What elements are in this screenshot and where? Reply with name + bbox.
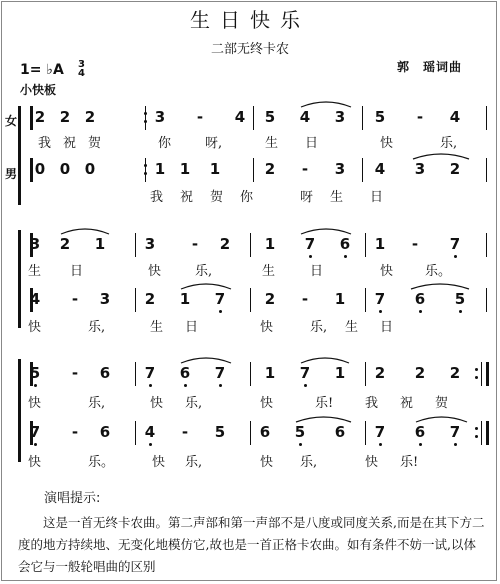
- system-2-female-slur: [300, 227, 352, 235]
- system-2-female-low-octave-dot: [344, 255, 347, 258]
- system-1-male-barline: [486, 158, 487, 182]
- system-2-male-barline: [250, 288, 251, 312]
- system-3-male-lyric: 乐,: [185, 455, 203, 470]
- system-2-male-note: 4: [29, 290, 41, 308]
- system-3-female-lyric: 我: [365, 396, 379, 411]
- system-1-female-slur: [300, 100, 352, 108]
- system-2-female-note: 6: [339, 235, 351, 253]
- system-2-female-low-octave-dot: [309, 255, 312, 258]
- system-2-male-barline: [486, 288, 487, 312]
- system-2-female-note: 1: [264, 235, 276, 253]
- system-3-female-note: 7: [299, 364, 311, 382]
- system-3-female-note: 7: [144, 364, 156, 382]
- system-2-male-note: 3: [99, 290, 111, 308]
- system-1-female-note: 2: [34, 108, 46, 126]
- system-3-female-note: 1: [334, 364, 346, 382]
- system-2-female-low-octave-dot: [454, 255, 457, 258]
- system-3-male-low-octave-dot: [149, 443, 152, 446]
- system-1-male-lyric: 呀: [300, 190, 314, 205]
- system-3-male-low-octave-dot: [454, 443, 457, 446]
- system-2-female-note: 1: [94, 235, 106, 253]
- system-2-male-lyric: 快: [260, 320, 274, 335]
- system-1-male-note: 4: [374, 160, 386, 178]
- system-3-female-slur: [180, 356, 232, 364]
- key-signature: 1= ♭A: [20, 62, 64, 78]
- tempo-marking: 小快板: [20, 83, 57, 97]
- system-1-female-lyric: 你: [158, 136, 172, 151]
- system-3-male-lyric: 快: [260, 455, 274, 470]
- system-2-male-note: 1: [334, 290, 346, 308]
- system-2-male-note: 2: [264, 290, 276, 308]
- part-label-male: 男: [5, 167, 18, 181]
- system-3-female-barline: [486, 362, 489, 386]
- system-3-brace: [18, 359, 21, 462]
- system-2-female-slur: [60, 227, 110, 235]
- system-2-female-note: -: [411, 235, 419, 253]
- system-1-male-note: 3: [334, 160, 346, 178]
- system-3-female-low-octave-dot: [149, 384, 152, 387]
- system-3-male-note: 5: [294, 423, 306, 441]
- system-3-male-note: 7: [374, 423, 386, 441]
- system-2-female-note: 3: [29, 235, 41, 253]
- system-3-female-low-octave-dot: [219, 384, 222, 387]
- system-2-male-note: 7: [374, 290, 386, 308]
- system-1-female-lyric: 生: [265, 136, 279, 151]
- system-2-male-low-octave-dot: [419, 310, 422, 313]
- system-3-female-lyric: 快: [260, 396, 274, 411]
- system-1-male-note: -: [301, 160, 309, 178]
- system-2-female-note: 7: [449, 235, 461, 253]
- system-3-male-lyric: 乐。: [88, 455, 115, 470]
- system-3-female-lyric: 快: [28, 396, 42, 411]
- system-1-male-note: 0: [34, 160, 46, 178]
- system-2-female-lyric: 乐,: [195, 264, 213, 279]
- system-1-male-note: 1: [179, 160, 191, 178]
- system-1-female-repeat-dot: [144, 120, 147, 123]
- part-label-female: 女: [5, 114, 18, 128]
- system-2-male-note: -: [71, 290, 79, 308]
- system-3-female-repeat-dot: [475, 368, 478, 371]
- time-signature-bottom: 4: [78, 68, 85, 79]
- performance-tips-heading: 演唱提示:: [44, 491, 101, 506]
- system-1-male-slur: [412, 152, 470, 160]
- system-2-male-barline: [135, 288, 136, 312]
- song-title: 生日快乐: [190, 8, 310, 32]
- system-2-brace: [18, 230, 21, 328]
- system-3-male-lyric: 快: [28, 455, 42, 470]
- system-3-male-repeat-dot: [475, 435, 478, 438]
- system-3-male-repeat-dot: [475, 427, 478, 430]
- system-3-male-low-octave-dot: [299, 443, 302, 446]
- system-3-female-barline: [250, 362, 251, 386]
- performance-tips-text: 这是一首无终卡农曲。第二声部和第一声部不是八度或同度关系,而是在其下方二度的地方持续地、无变化地模仿它,故也是一首正格卡农曲。如有条件不妨一试,以体会它与一般轮唱曲的区别: [18, 515, 485, 574]
- system-3-female-note: 2: [449, 364, 461, 382]
- system-2-female-lyric: 快: [380, 264, 394, 279]
- system-1-male-barline: [362, 158, 363, 182]
- system-1-brace: [18, 106, 21, 205]
- system-3-male-lyric: 快: [365, 455, 379, 470]
- system-1-female-lyric: 呀,: [205, 136, 223, 151]
- system-3-female-low-octave-dot: [184, 384, 187, 387]
- system-2-male-note: 7: [214, 290, 226, 308]
- time-signature-top: 3: [78, 59, 85, 70]
- system-3-female-lyric: 贺: [435, 396, 449, 411]
- system-2-female-barline: [365, 233, 366, 257]
- system-3-male-note: 7: [449, 423, 461, 441]
- system-2-male-barline: [365, 288, 366, 312]
- time-signature: [78, 60, 85, 78]
- system-2-male-note: 5: [454, 290, 466, 308]
- system-2-female-lyric: 生: [262, 264, 276, 279]
- system-2-male-lyric: 乐,: [310, 320, 328, 335]
- system-1-female-note: 3: [154, 108, 166, 126]
- system-3-male-note: 6: [259, 423, 271, 441]
- system-2-male-low-octave-dot: [219, 310, 222, 313]
- system-3-female-repeat-dot: [475, 376, 478, 379]
- system-3-female-low-octave-dot: [304, 384, 307, 387]
- system-2-male-lyric: 生: [345, 320, 359, 335]
- system-1-female-note: -: [196, 108, 204, 126]
- system-1-female-barline: [362, 106, 363, 130]
- system-2-female-note: 3: [144, 235, 156, 253]
- system-3-male-note: 6: [334, 423, 346, 441]
- system-2-male-lyric: 快: [28, 320, 42, 335]
- system-3-male-barline: [486, 421, 489, 445]
- system-3-female-note: 6: [179, 364, 191, 382]
- system-3-male-barline: [365, 421, 366, 445]
- system-1-male-note: 2: [449, 160, 461, 178]
- system-1-male-lyric: 你: [240, 190, 254, 205]
- system-3-female-lyric: 乐!: [315, 396, 334, 411]
- system-2-female-barline: [486, 233, 487, 257]
- system-3-male-low-octave-dot: [419, 443, 422, 446]
- system-3-female-barline: [135, 362, 136, 386]
- system-2-male-note: 1: [179, 290, 191, 308]
- system-3-male-barline: [135, 421, 136, 445]
- system-3-male-lyric: 乐!: [400, 455, 419, 470]
- system-2-female-lyric: 生: [28, 264, 42, 279]
- system-2-female-barline: [135, 233, 136, 257]
- system-3-female-note: -: [71, 364, 79, 382]
- system-2-male-slur: [180, 282, 232, 290]
- system-1-female-lyric: 快: [380, 136, 394, 151]
- system-3-male-note: 6: [414, 423, 426, 441]
- system-3-female-note: 6: [99, 364, 111, 382]
- system-1-male-lyric: 生: [330, 190, 344, 205]
- system-3-female-note: 7: [214, 364, 226, 382]
- composer-credit: 郭 瑶词曲: [397, 60, 463, 74]
- system-3-female-note: 5: [29, 364, 41, 382]
- system-2-male-note: 2: [144, 290, 156, 308]
- system-3-male-low-octave-dot: [379, 443, 382, 446]
- system-1-male-note: 1: [209, 160, 221, 178]
- system-3-male-slur: [295, 415, 352, 423]
- system-2-female-note: 2: [59, 235, 71, 253]
- system-3-female-note: 2: [414, 364, 426, 382]
- system-1-male-barline: [253, 158, 254, 182]
- system-1-male-lyric: 我: [150, 190, 164, 205]
- system-1-female-repeat-dot: [144, 112, 147, 115]
- system-1-female-barline: [253, 106, 254, 130]
- song-subtitle: 二部无终卡农: [210, 42, 289, 57]
- system-2-female-lyric: 乐。: [425, 264, 452, 279]
- system-1-female-note: 5: [374, 108, 386, 126]
- system-3-female-slur: [300, 356, 350, 364]
- system-3-male-note: 6: [99, 423, 111, 441]
- system-3-female-lyric: 乐,: [88, 396, 106, 411]
- system-3-male-lyric: 乐,: [300, 455, 318, 470]
- system-2-male-low-octave-dot: [379, 310, 382, 313]
- system-3-female-lyric: 快: [150, 396, 164, 411]
- system-3-male-note: 4: [144, 423, 156, 441]
- system-1-male-lyric: 祝: [180, 190, 194, 205]
- system-1-male-note: 2: [264, 160, 276, 178]
- system-1-female-lyric: 日: [305, 136, 319, 151]
- system-2-male-lyric: 日: [185, 320, 199, 335]
- system-1-male-note: 0: [84, 160, 96, 178]
- system-2-male-lyric: 日: [380, 320, 394, 335]
- system-3-male-note: 5: [214, 423, 226, 441]
- system-2-male-slur: [410, 282, 470, 290]
- system-1-female-note: -: [416, 108, 424, 126]
- system-1-female-lyric: 乐,: [440, 136, 458, 151]
- system-3-male-note: -: [71, 423, 79, 441]
- system-3-female-barline: [365, 362, 366, 386]
- system-2-female-lyric: 快: [148, 264, 162, 279]
- system-1-female-note: 5: [264, 108, 276, 126]
- system-2-female-note: 1: [374, 235, 386, 253]
- system-1-female-lyric: 祝: [63, 136, 77, 151]
- system-1-female-note: 2: [59, 108, 71, 126]
- system-3-female-end-barline: [481, 362, 482, 386]
- system-2-female-barline: [250, 233, 251, 257]
- system-3-female-low-octave-dot: [34, 384, 37, 387]
- system-3-male-barline: [250, 421, 251, 445]
- system-2-male-low-octave-dot: [459, 310, 462, 313]
- system-1-male-repeat-dot: [144, 164, 147, 167]
- system-2-female-note: 2: [219, 235, 231, 253]
- system-1-male-barline: [145, 158, 146, 182]
- system-1-female-note: 4: [299, 108, 311, 126]
- system-3-male-note: 7: [29, 423, 41, 441]
- system-2-male-note: -: [301, 290, 309, 308]
- system-1-male-repeat-dot: [144, 172, 147, 175]
- system-3-female-note: 2: [374, 364, 386, 382]
- system-1-male-note: 3: [414, 160, 426, 178]
- system-1-female-note: 3: [334, 108, 346, 126]
- system-1-female-note: 4: [234, 108, 246, 126]
- system-1-male-note: 1: [154, 160, 166, 178]
- system-1-female-lyric: 我: [38, 136, 52, 151]
- system-3-male-end-barline: [481, 421, 482, 445]
- system-3-male-slur: [415, 415, 468, 423]
- system-1-female-barline: [145, 106, 146, 130]
- system-2-female-note: -: [191, 235, 199, 253]
- system-1-female-lyric: 贺: [88, 136, 102, 151]
- system-3-female-lyric: 乐,: [185, 396, 203, 411]
- system-3-female-lyric: 祝: [400, 396, 414, 411]
- system-1-female-note: 2: [84, 108, 96, 126]
- system-2-female-lyric: 日: [70, 264, 84, 279]
- system-2-male-note: 6: [414, 290, 426, 308]
- system-1-male-note: 0: [59, 160, 71, 178]
- system-1-female-note: 4: [449, 108, 461, 126]
- system-3-male-note: -: [181, 423, 189, 441]
- system-3-male-lyric: 快: [152, 455, 166, 470]
- system-1-male-lyric: 日: [370, 190, 384, 205]
- system-2-female-note: 7: [304, 235, 316, 253]
- system-2-male-lyric: 生: [150, 320, 164, 335]
- system-3-female-note: 1: [264, 364, 276, 382]
- system-2-female-lyric: 日: [310, 264, 324, 279]
- system-1-female-barline: [486, 106, 487, 130]
- system-2-male-lyric: 乐,: [88, 320, 106, 335]
- system-3-male-low-octave-dot: [34, 443, 37, 446]
- system-1-male-lyric: 贺: [210, 190, 224, 205]
